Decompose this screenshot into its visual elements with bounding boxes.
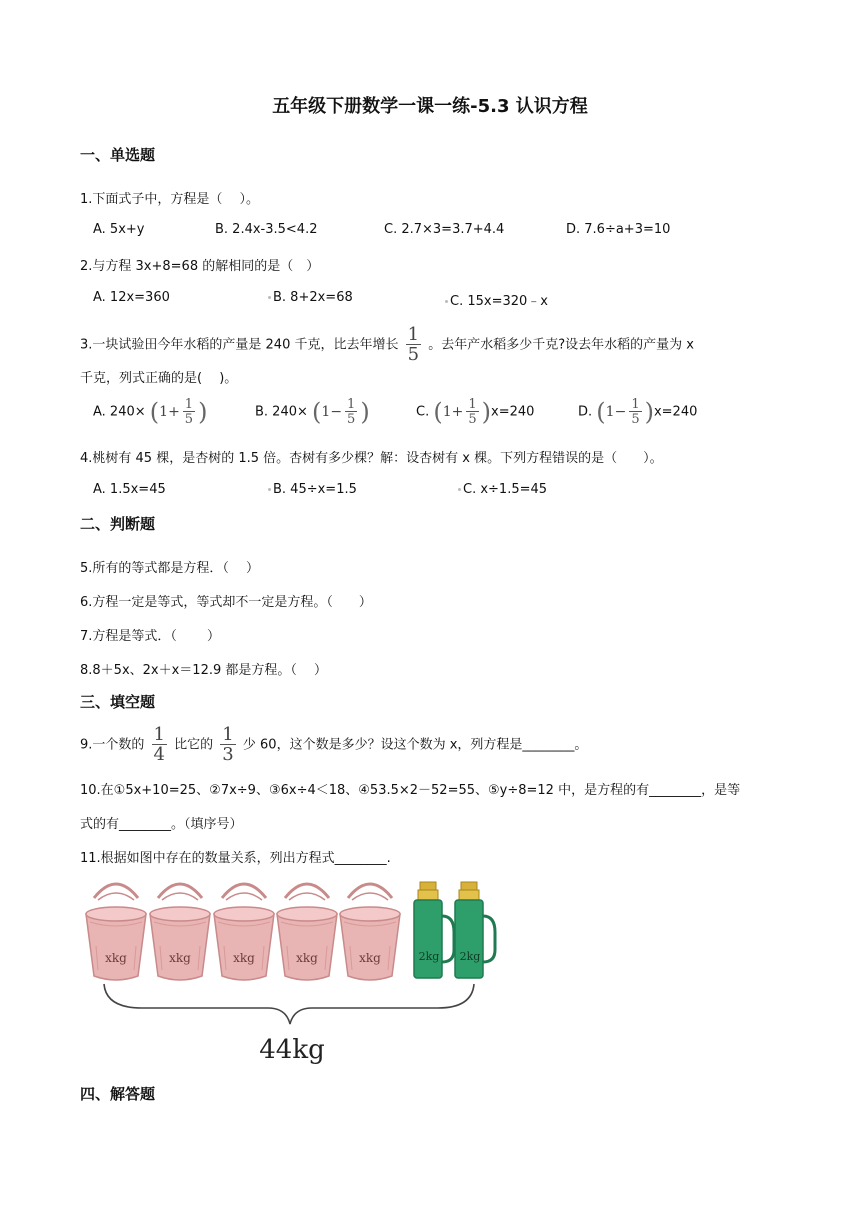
q3-option-d: D. (1− $\frac{1}{5}$ )x=240	[578, 397, 698, 427]
fraction-one-fifth: $\frac{1}{5}$	[184, 397, 194, 427]
question-3-line-2: 千克，列式正确的是( )。	[80, 371, 238, 386]
question-4: 4.桃树有 45 棵，是杏树的 1.5 倍。杏树有多少棵？解：设杏树有 x 棵。下列方程错误的是（ ）。	[80, 451, 663, 466]
q4-option-a: A. 1.5x=45	[93, 482, 166, 497]
bullet-dot-icon	[268, 296, 271, 299]
q1-option-d: D. 7.6÷a+3=10	[566, 222, 671, 237]
q4-option-c: C. x÷1.5=45	[458, 482, 547, 497]
q4-option-b: B. 45÷x=1.5	[268, 482, 357, 497]
section-heading-true-false: 二、判断题	[80, 515, 156, 533]
q3-option-a: A. 240× (1+ $\frac{1}{5}$ )	[93, 397, 208, 427]
bucket-icon	[214, 884, 274, 980]
question-10-line-2: 式的有________。（填序号）	[80, 817, 243, 832]
question-3-line-1: 3.一块试验田今年水稻的产量是 240 千克，比去年增长 $\frac{1}{5}$ 。去年产水稻多少千克?设去年水稻的产量为 x	[80, 324, 694, 365]
q3-option-c: C. (1+ $\frac{1}{5}$ )x=240	[416, 397, 535, 427]
q2-option-c: C. 15x=320﹣x	[445, 290, 548, 309]
bucket-icon	[340, 884, 400, 980]
fraction-one-fifth: $\frac{1}{5}$	[468, 397, 477, 427]
bucket-label: xkg	[169, 951, 191, 965]
question-2: 2.与方程 3x+8=68 的解相同的是（ ）	[80, 259, 320, 274]
total-brace	[104, 984, 474, 1024]
bucket-label: xkg	[359, 951, 381, 965]
section-heading-solve: 四、解答题	[80, 1085, 156, 1103]
bottle-icon	[414, 882, 454, 978]
fraction-one-fifth: $\frac{1}{5}$	[347, 397, 356, 427]
bottle-label: 2kg	[459, 950, 481, 963]
section-heading-fill-blank: 三、填空题	[80, 693, 156, 711]
q2-option-b: B. 8+2x=68	[268, 290, 353, 305]
bucket-icon	[150, 884, 210, 980]
bucket-icon	[86, 884, 146, 980]
question-9: 9.一个数的 $\frac{1}{4}$ 比它的 $\frac{1}{3}$ 少 60，这个数是多少？设这个数为 x，列方程是________。	[80, 724, 588, 765]
question-10-line-1: 10.在①5x+10=25、②7x÷9、③6x÷4＜18、④53.5×2－52=55、⑤y÷8=12 中，是方程的有________，是等	[80, 783, 741, 798]
q1-option-b: B. 2.4x-3.5<4.2	[215, 222, 318, 237]
fraction-one-quarter: $\frac{1}{4}$	[153, 724, 165, 765]
bullet-dot-icon	[458, 488, 461, 491]
q3-option-b: B. 240× (1− $\frac{1}{5}$ )	[255, 397, 370, 427]
bucket-icon	[277, 884, 337, 980]
question-11: 11.根据如图中存在的数量关系，列出方程式________.	[80, 851, 391, 866]
q1-option-c: C. 2.7×3=3.7+4.4	[384, 222, 505, 237]
buckets-and-bottles-figure	[82, 876, 502, 1070]
total-weight-label: 44kg	[259, 1035, 325, 1065]
fraction-one-third: $\frac{1}{3}$	[222, 724, 234, 765]
section-heading-single-choice: 一、单选题	[80, 146, 156, 164]
bottle-icon	[455, 882, 495, 978]
question-1: 1.下面式子中，方程是（ ）。	[80, 192, 260, 207]
page-title: 五年级下册数学一课一练-5.3 认识方程	[272, 96, 588, 117]
bullet-dot-icon	[268, 488, 271, 491]
fraction-one-fifth: $\frac{1}{5}$	[631, 397, 640, 427]
q1-option-a: A. 5x+y	[93, 222, 145, 237]
bullet-dot-icon	[445, 300, 448, 303]
question-5: 5.所有的等式都是方程．（ ）	[80, 561, 260, 576]
bucket-label: xkg	[105, 951, 127, 965]
question-6: 6.方程一定是等式，等式却不一定是方程。（ ）	[80, 595, 372, 610]
bottle-label: 2kg	[418, 950, 440, 963]
bucket-label: xkg	[233, 951, 255, 965]
q2-option-a: A. 12x=360	[93, 290, 170, 305]
question-7: 7.方程是等式．（ ）	[80, 629, 221, 644]
bucket-label: xkg	[296, 951, 318, 965]
question-8: 8.8＋5x、2x＋x＝12.9 都是方程。（ ）	[80, 663, 328, 678]
fraction-one-fifth: $\frac{1}{5}$	[407, 324, 420, 365]
